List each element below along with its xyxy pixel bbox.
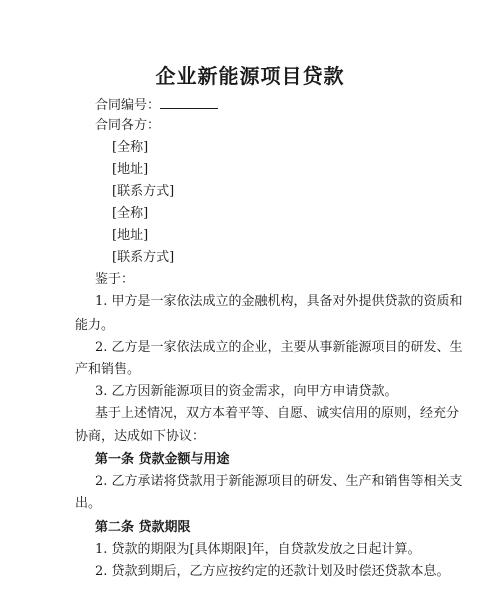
- agreement-line-2: 协商，达成如下协议：: [75, 429, 206, 444]
- article-1-item-2-line-1: 2. 乙方承诺将贷款用于新能源项目的研发、生产和销售等相关支: [95, 474, 463, 489]
- article-1-heading: 第一条 贷款金额与用途: [95, 452, 230, 467]
- party-a-contact: [联系方式]: [112, 184, 175, 199]
- recital-1-line-1: 1. 甲方是一家依法成立的金融机构，具备对外提供贷款的资质和: [95, 294, 463, 309]
- article-1-item-2-line-2: 出。: [75, 496, 102, 511]
- whereas-label: 鉴于：: [95, 272, 135, 287]
- parties-label: 合同各方：: [95, 118, 161, 133]
- contract-number-blank: [160, 96, 218, 109]
- party-b-contact: [联系方式]: [112, 250, 175, 265]
- recital-1-line-2: 能力。: [75, 318, 115, 333]
- contract-number-row: [95, 96, 218, 114]
- article-2-heading: 第二条 贷款期限: [95, 520, 191, 535]
- document-title: 企业新能源项目贷款: [155, 64, 345, 88]
- party-b-name: [全称]: [112, 206, 149, 221]
- article-2-item-2: 2. 贷款到期后，乙方应按约定的还款计划及时偿还贷款本息。: [95, 564, 450, 579]
- party-a-address: [地址]: [112, 162, 149, 177]
- party-a-name: [全称]: [112, 140, 149, 155]
- recital-2-line-1: 2. 乙方是一家依法成立的企业，主要从事新能源项目的研发、生: [95, 340, 463, 355]
- party-b-address: [地址]: [112, 228, 149, 243]
- recital-3: 3. 乙方因新能源项目的资金需求，向甲方申请贷款。: [95, 384, 398, 399]
- contract-number-label: 合同编号：: [95, 98, 161, 113]
- recital-2-line-2: 产和销售。: [75, 362, 141, 377]
- article-2-item-1: 1. 贷款的期限为[具体期限]年，自贷款发放之日起计算。: [95, 542, 421, 557]
- agreement-line-1: 基于上述情况，双方本着平等、自愿、诚实信用的原则，经充分: [95, 406, 460, 421]
